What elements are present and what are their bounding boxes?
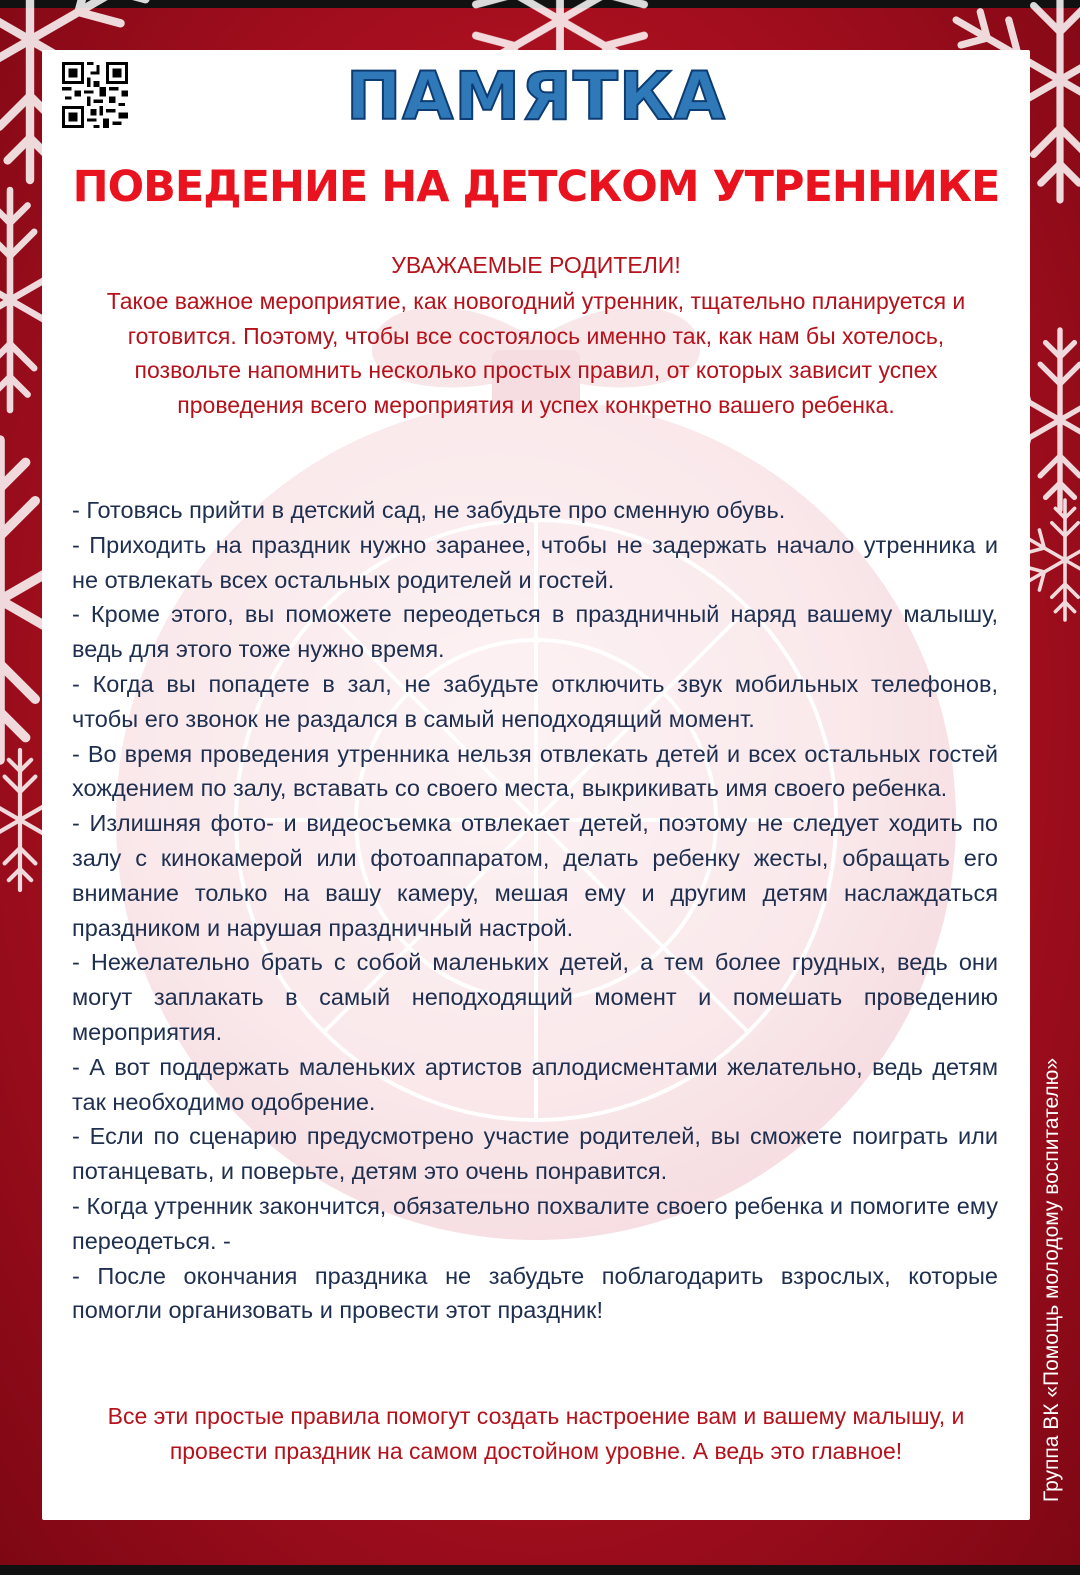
greeting: УВАЖАЕМЫЕ РОДИТЕЛИ! xyxy=(391,252,681,278)
rule-item: - Когда вы попадете в зал, не забудьте отключить звук мобильных телефонов, чтобы его звонок не раздался в самый неподходящий момент. xyxy=(72,670,998,732)
intro-paragraph: Такое важное мероприятие, как новогодний утренник, тщательно планируется и готовится. Поэтому, чтобы все состоялось именно так, как нам бы хотелось, позвольте напомнить несколько простых правил, от которых зависит успех проведения всего мероприятия и успех конкретно вашего ребенка. xyxy=(106,288,966,418)
memo-card xyxy=(42,50,1030,1520)
rule-item: - Нежелательно брать с собой маленьких детей, а тем более грудных, ведь они могут заплакать в самый неподходящий момент и помешать проведению мероприятия. xyxy=(72,949,998,1045)
bottom-border xyxy=(0,1565,1080,1575)
rule-item: - А вот поддержать маленьких артистов аплодисментами желательно, ведь детям так необходимо одобрение. xyxy=(72,1053,998,1115)
rule-item: - Когда утренник закончится, обязательно похвалите своего ребенка и помогите ему переодеться. - xyxy=(72,1192,998,1254)
rule-item: - Приходить на праздник нужно заранее, чтобы не задержать начало утренника и не отвлекать всех остальных родителей и гостей. xyxy=(72,531,998,593)
page-subtitle: ПОВЕДЕНИЕ НА ДЕТСКОМ УТРЕННИКЕ xyxy=(72,162,1000,212)
rule-item: - После окончания праздника не забудьте поблагодарить взрослых, которые помогли организовать и провести этот праздник! xyxy=(72,1262,998,1324)
rule-item: - Излишняя фото- и видеосъемка отвлекает детей, поэтому не следует ходить по залу с кинокамерой или фотоаппаратом, делать ребенку жесты, обращать его внимание только на вашу камеру, мешая ему и другим детям наслаждаться праздником и нарушая праздничный настрой. xyxy=(72,810,998,941)
rule-item: - Готовясь прийти в детский сад, не забудьте про сменную обувь. xyxy=(72,497,786,523)
rule-item: - Во время проведения утренника нельзя отвлекать детей и всех остальных гостей хождением по залу, вставать со своего места, выкрикивать имя своего ребенка. xyxy=(72,740,998,802)
rule-item: - Если по сценарию предусмотрено участие родителей, вы сможете поиграть или потанцевать, и поверьте, детям это очень понравится. xyxy=(72,1123,998,1185)
closing-paragraph: Все эти простые правила помогут создать настроение вам и вашему малышу, и провести праздник на самом достойном уровне. А ведь это главное! xyxy=(107,1403,965,1464)
rules-list xyxy=(72,493,998,1328)
side-caption-text: Группа ВК «Помощь молодому воспитателю» xyxy=(1040,1057,1063,1503)
rule-item: - Кроме этого, вы поможете переодеться в праздничный наряд вашему малышу, ведь для этого тоже нужно время. xyxy=(72,601,998,663)
page-title: ПАМЯТКА xyxy=(346,58,726,135)
